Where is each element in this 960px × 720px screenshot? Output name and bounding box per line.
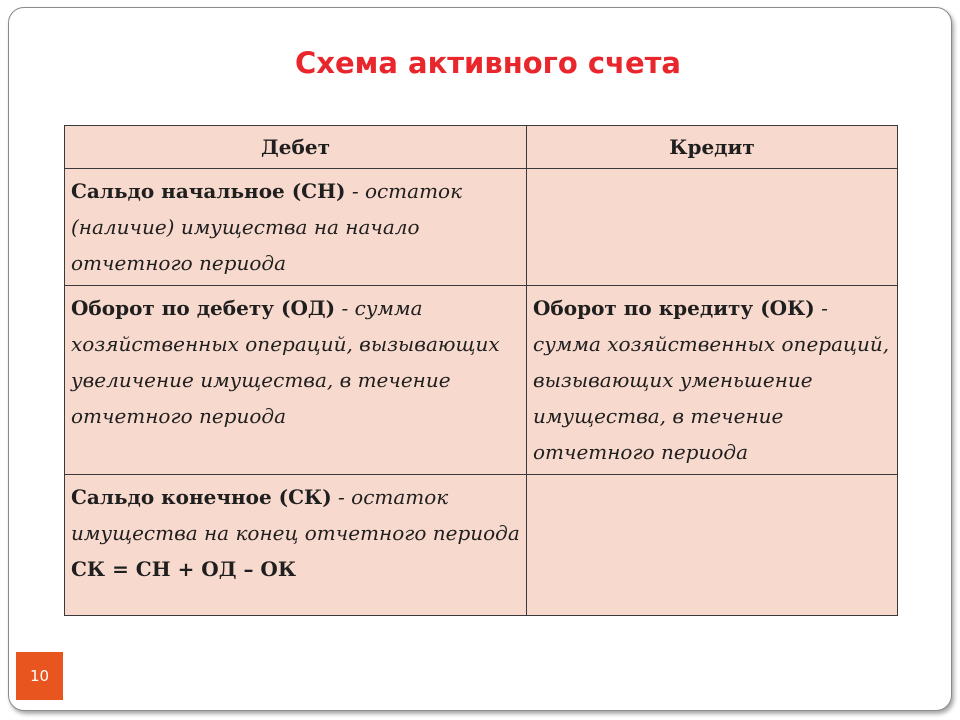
term-description: - сумма хозяйственных операций, вызывающих увеличение имущества, в течение отчетного периода bbox=[71, 296, 500, 428]
term-label: Сальдо начальное (СН) bbox=[71, 179, 346, 203]
cell-opening-balance-debit bbox=[65, 169, 527, 286]
table-header-row bbox=[65, 126, 898, 169]
page-number-badge: 10 bbox=[16, 652, 63, 700]
account-scheme-table bbox=[64, 125, 898, 616]
table-row bbox=[65, 286, 898, 475]
term-description: - остаток имущества на конец отчетного периода bbox=[71, 485, 520, 545]
cell-credit-turnover bbox=[527, 286, 898, 475]
cell-closing-balance-credit bbox=[527, 475, 898, 616]
term-label: Оборот по дебету (ОД) bbox=[71, 296, 336, 320]
header-credit: Кредит bbox=[527, 126, 898, 169]
term-label: Сальдо конечное (СК) bbox=[71, 485, 332, 509]
cell-closing-balance-debit bbox=[65, 475, 527, 616]
closing-balance-formula: СК = СН + ОД – ОК bbox=[71, 557, 297, 581]
slide-title: Схема активного счета bbox=[294, 46, 682, 80]
term-description: - сумма хозяйственных операций, вызывающих уменьшение имущества, в течение отчетного периода bbox=[533, 296, 890, 464]
term-label: Оборот по кредиту (ОК) bbox=[533, 296, 815, 320]
term-description: - остаток (наличие) имущества на начало отчетного периода bbox=[71, 179, 463, 275]
table-row bbox=[65, 169, 898, 286]
cell-opening-balance-credit bbox=[527, 169, 898, 286]
cell-debit-turnover bbox=[65, 286, 527, 475]
header-debit: Дебет bbox=[65, 126, 527, 169]
table-row bbox=[65, 475, 898, 616]
